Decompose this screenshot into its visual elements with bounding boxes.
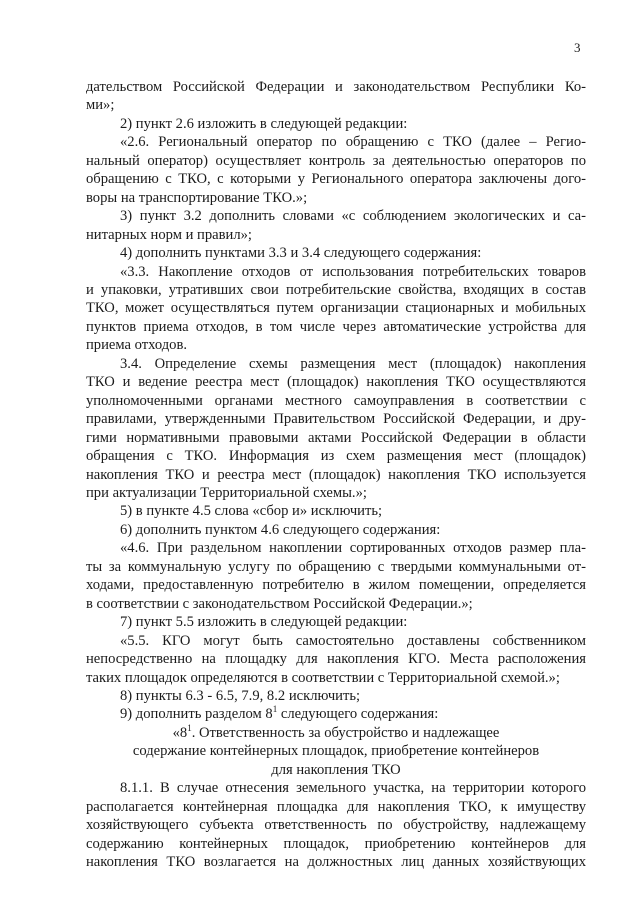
text-line: накопления ТКО возлагается на должностных лиц данных хозяйствующих: [86, 854, 586, 871]
text-line: «4.6. При раздельном накоплении сортированных отходов размер пла-: [120, 540, 586, 557]
text-line: 7) пункт 5.5 изложить в следующей редакции:: [120, 614, 408, 631]
paragraph: [86, 539, 586, 613]
text-line: ТКО, может осуществляться путем организации стационарных и мобильных: [86, 300, 586, 317]
text-line: содержанию контейнерных площадок, приобретению контейнеров для: [86, 835, 586, 852]
text-line: правилами, утвержденными Правительством Российской Федерации, и дру-: [86, 411, 586, 428]
text-line: ТКО и ведение реестра мест (площадок) накопления ТКО осуществляются: [86, 374, 586, 391]
text-line: 5) в пункте 4.5 слова «сбор и» исключить;: [120, 503, 383, 520]
text-line: 2) пункт 2.6 изложить в следующей редакции:: [120, 115, 408, 132]
text-line: 3) пункт 3.2 дополнить словами «с соблюдением экологических и са-: [120, 208, 586, 225]
section-heading: [86, 724, 586, 779]
text-line: дательством Российской Федерации и законодательством Республики Ко-: [86, 79, 586, 95]
text-fragment: следующего содержания:: [277, 706, 439, 723]
heading-line: [86, 724, 586, 742]
text-line: таких площадок определяются в соответствии с Территориальной схемой.»;: [86, 669, 560, 686]
paragraph: [86, 521, 586, 539]
paragraph: [86, 207, 586, 244]
text-line: при актуализации Территориальной схемы.»;: [86, 484, 367, 501]
text-line: хозяйствующего субъекта ответственность по обустройству, надлежащему: [86, 817, 586, 834]
text-line: [86, 705, 586, 723]
superscript: 1: [272, 704, 278, 715]
text-line: нитарных норм и правил»;: [86, 226, 252, 243]
paragraph: [86, 705, 586, 723]
text-line: приема отходов.: [86, 337, 188, 354]
text-fragment: «8: [172, 724, 188, 741]
text-line: уполномоченными органами местного самоуправления в соответствии с: [86, 392, 586, 409]
text-line: непосредственно на площадку для накопления КГО. Места расположения: [86, 651, 586, 668]
text-line: 3.4. Определение схемы размещения мест (площадок) накопления: [120, 355, 586, 372]
paragraph: [86, 632, 586, 687]
text-line: «3.3. Накопление отходов от использования потребительских товаров: [120, 263, 586, 280]
heading-line: содержание контейнерных площадок, приобретение контейнеров: [132, 743, 540, 760]
paragraph: [86, 779, 586, 871]
text-line: 4) дополнить пунктами 3.3 и 3.4 следующего содержания:: [120, 245, 482, 262]
text-fragment: . Ответственность за обустройство и надлежащее: [191, 724, 500, 741]
text-line: располагается контейнерная площадка для накопления ТКО, к имуществу: [86, 798, 586, 815]
text-line: ми»;: [86, 97, 115, 114]
text-line: «5.5. КГО могут быть самостоятельно доставлены собственником: [120, 632, 586, 649]
paragraph: [86, 502, 586, 520]
text-line: обращения с ТКО. Информация из схем размещения мест (площадок): [86, 448, 586, 465]
superscript: 1: [187, 722, 192, 733]
paragraph: [86, 244, 586, 262]
text-line: обращению с ТКО, с которыми у Регионального оператора заключены дого-: [86, 171, 586, 188]
paragraph: [86, 133, 586, 207]
paragraph: [86, 115, 586, 133]
text-line: ты за коммунальную услугу по обращению с твердыми коммунальными от-: [86, 558, 586, 575]
text-line: накопления ТКО и реестра мест (площадок) накопления ТКО используется: [86, 466, 586, 483]
paragraph: [86, 687, 586, 705]
text-line: воры на транспортирование ТКО.»;: [86, 189, 308, 206]
heading-line: для накопления ТКО: [271, 761, 401, 778]
paragraph: [86, 355, 586, 503]
text-line: 8) пункты 6.3 - 6.5, 7.9, 8.2 исключить;: [120, 687, 361, 704]
text-line: в соответствии с законодательством Российской Федерации.»;: [86, 595, 473, 612]
paragraph: [86, 78, 586, 115]
paragraph: [86, 263, 586, 355]
text-line: «2.6. Региональный оператор по обращению с ТКО (далее – Регио-: [120, 134, 586, 151]
page-number: 3: [574, 40, 581, 55]
text-line: пунктов приема отходов, в том числе через автоматические устройства для: [86, 318, 586, 335]
text-line: 6) дополнить пунктом 4.6 следующего содержания:: [120, 521, 441, 538]
text-line: и упаковки, утративших свои потребительские свойства, входящих в состав: [86, 281, 586, 298]
text-line: 8.1.1. В случае отнесения земельного участка, на территории которого: [120, 780, 586, 797]
text-line: нальный оператор) осуществляет контроль за деятельностью операторов по: [86, 152, 586, 169]
text-line: ходами, предоставленную потребителю в жилом помещении, определяется: [86, 577, 586, 594]
text-fragment: 9) дополнить разделом 8: [120, 706, 273, 723]
document-body: [86, 78, 586, 871]
text-line: гими нормативными правовыми актами Российской Федерации в области: [86, 429, 586, 446]
paragraph: [86, 613, 586, 631]
